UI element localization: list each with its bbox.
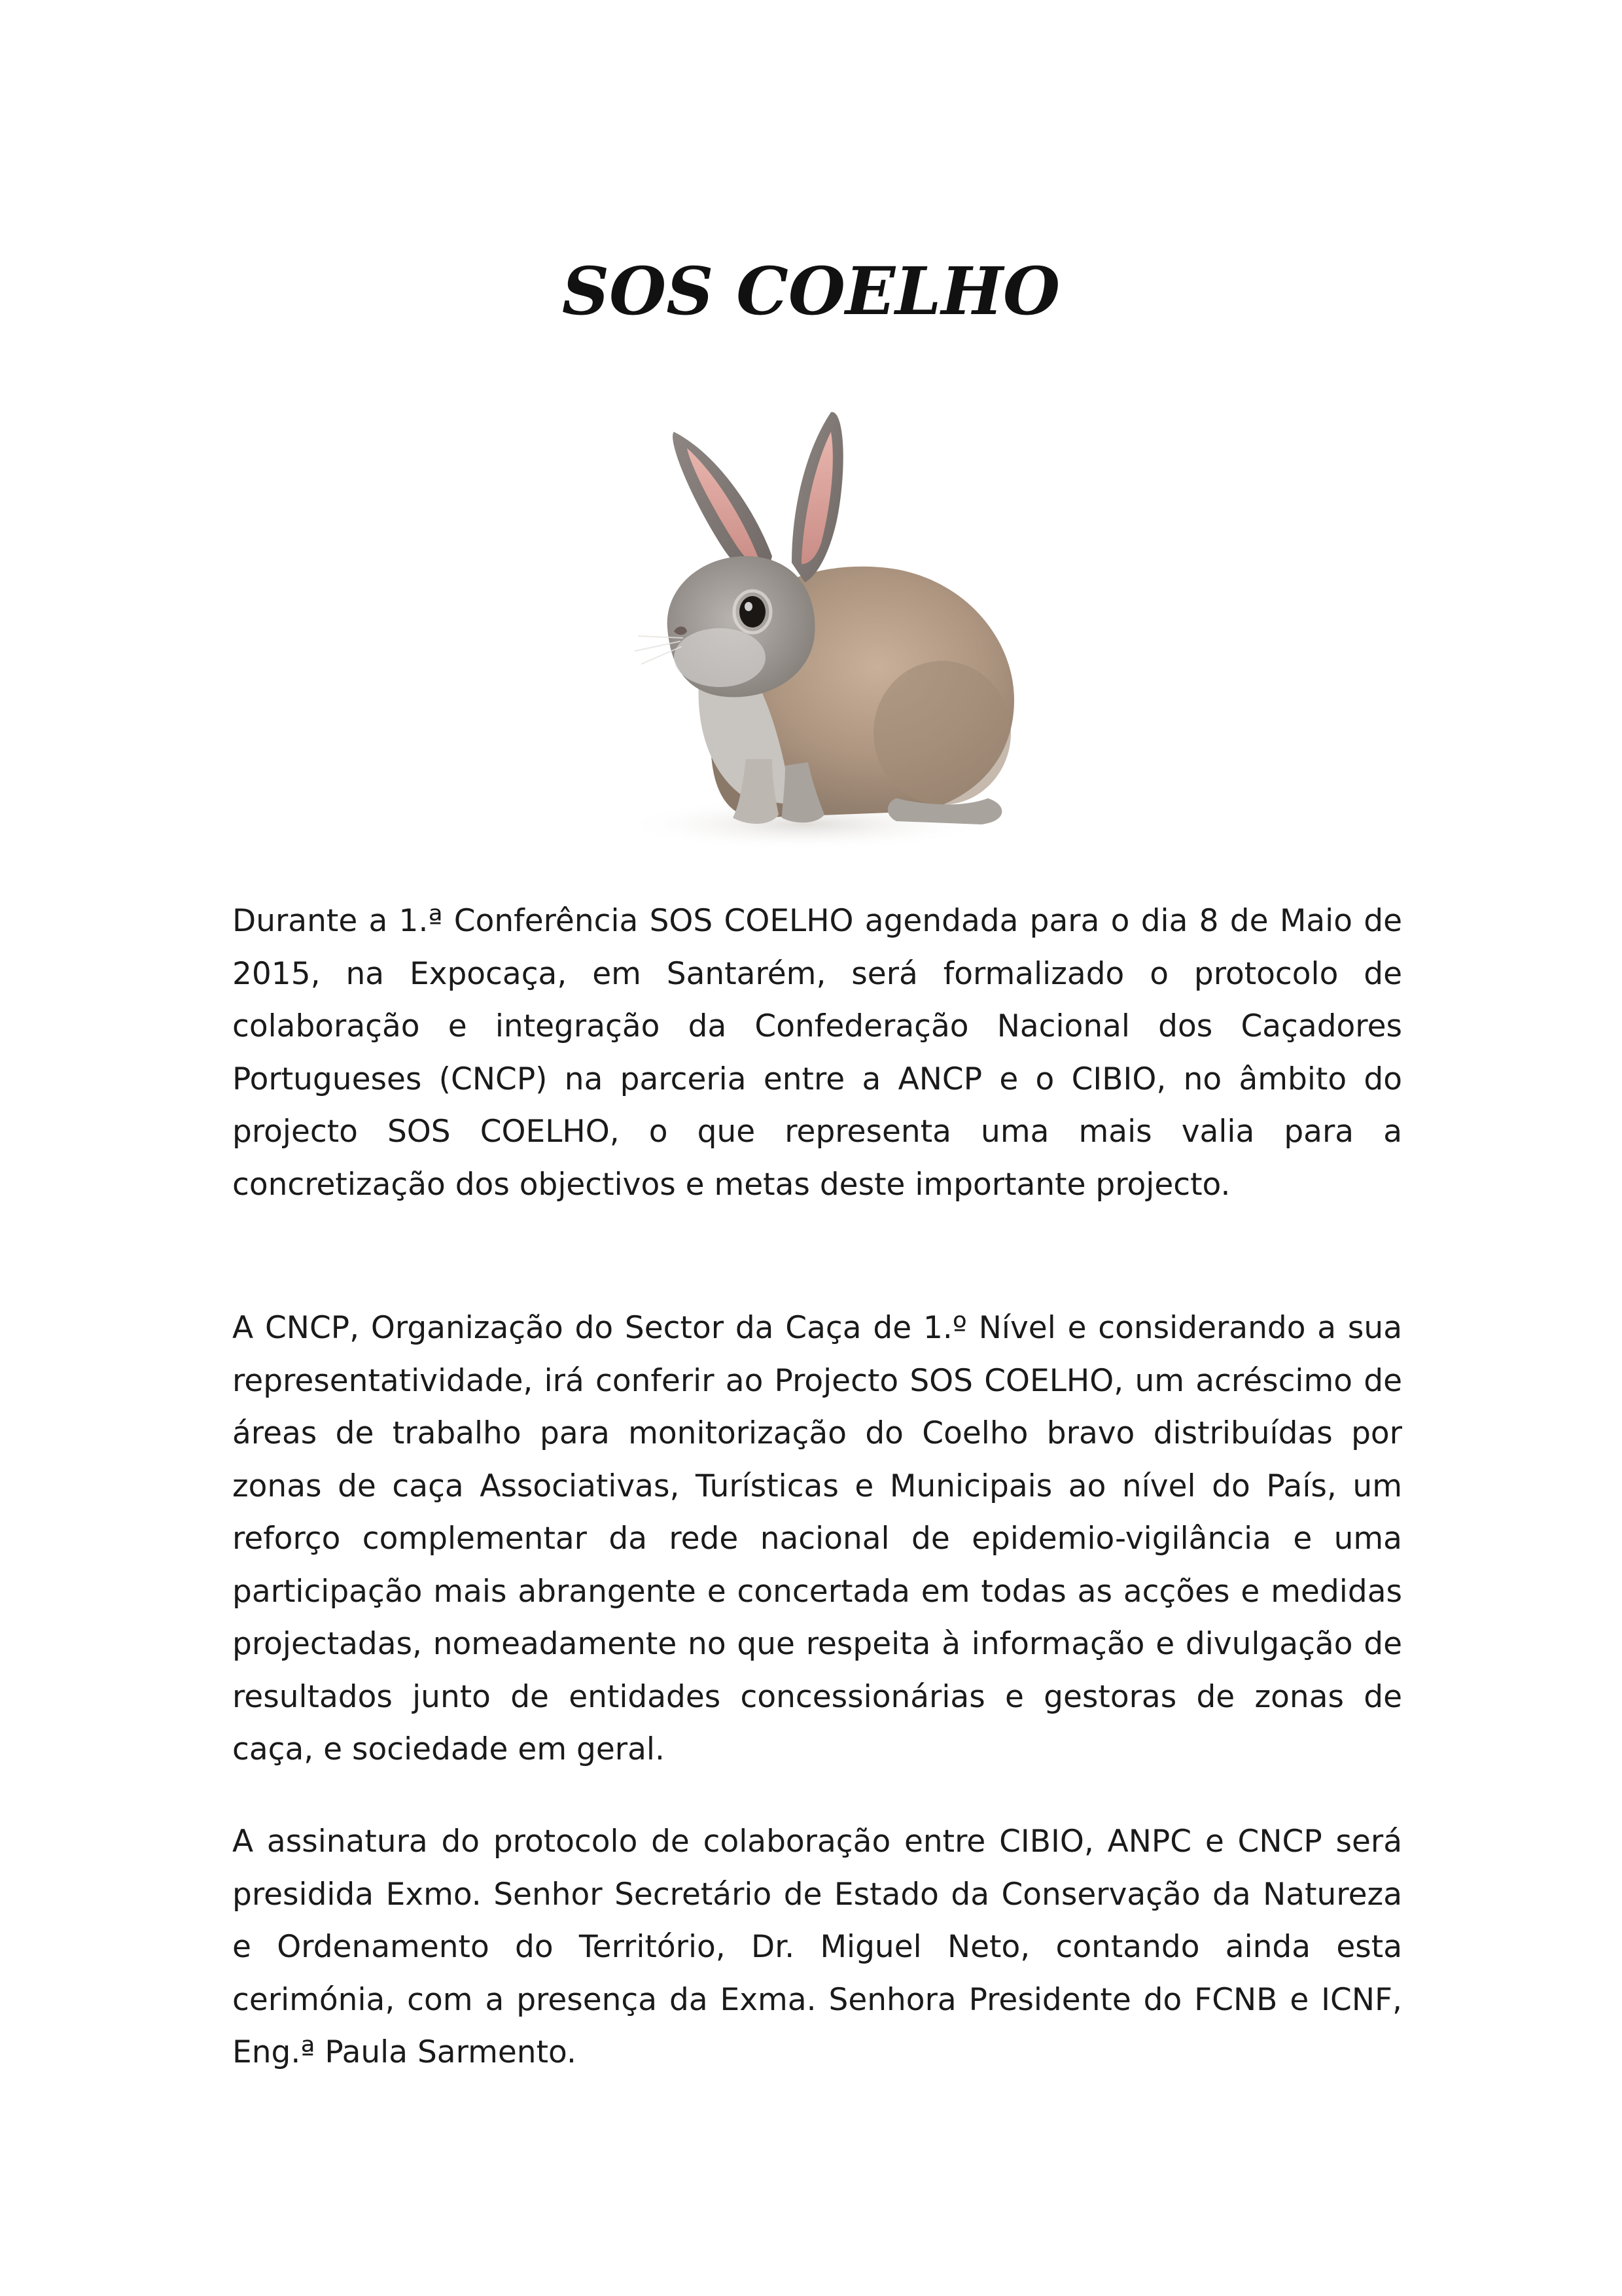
rabbit-photo	[556, 393, 1040, 864]
paragraph-cncp: A CNCP, Organização do Sector da Caça de 1.º Nível e considerando a sua representatividade, irá conferir ao Projecto SOS COELHO, um acréscimo de áreas de trabalho para monitorização do Coelho bravo distribuídas por zonas de caça Associativas, Turísticas e Municipais ao nível do País, um reforço complementar da rede nacional de epidemio-vigilância e uma participação mais abrangente e concertada em todas as acções e medidas projectadas, nomeadamente no que respeita à informação e divulgação de resultados junto de entidades concessionárias e gestoras de zonas de caça, e sociedade em geral.	[232, 1310, 1402, 1767]
document-title: SOS COELHO	[561, 253, 1061, 330]
paragraph-signature: A assinatura do protocolo de colaboração entre CIBIO, ANPC e CNCP será presidida Exmo. Senhor Secretário de Estado da Conservação da Natureza e Ordenamento do Território, Dr. Miguel Neto, contando ainda esta cerimónia, com a presença da Exma. Senhora Presidente do FCNB e ICNF, Eng.ª Paula Sarmento.	[232, 1824, 1402, 2070]
paragraph-conference: Durante a 1.ª Conferência SOS COELHO agendada para o dia 8 de Maio de 2015, na Expocaça, em Santarém, será formalizado o protocolo de colaboração e integração da Confederação Nacional dos Caçadores Portugueses (CNCP) na parceria entre a ANCP e o CIBIO, no âmbito do projecto SOS COELHO, o que representa uma mais valia para a concretização dos objectivos e metas deste importante projecto.	[232, 903, 1402, 1203]
